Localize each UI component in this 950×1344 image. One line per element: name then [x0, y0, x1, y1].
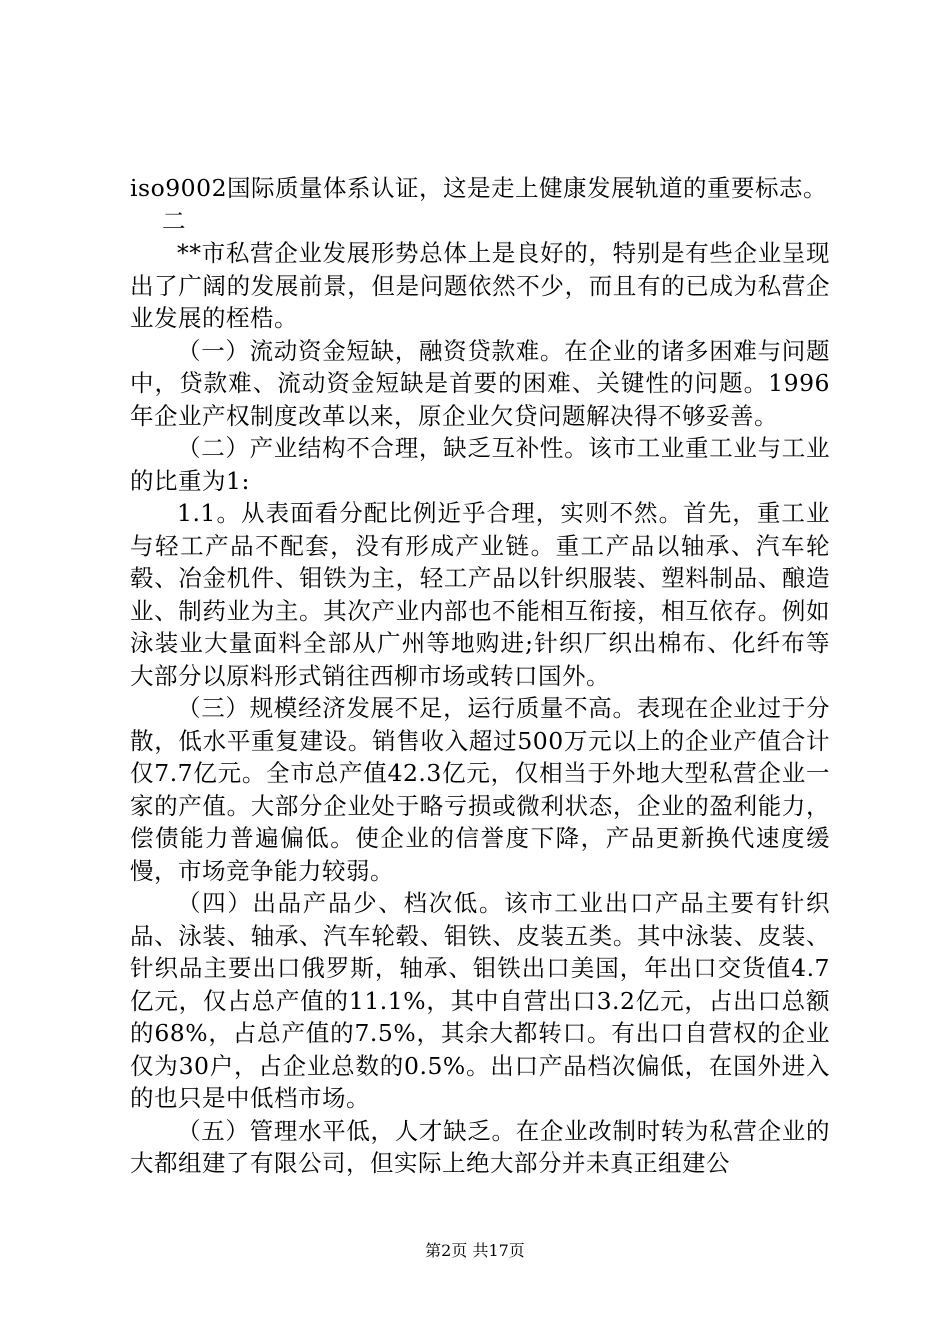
document-body	[130, 172, 830, 1180]
paragraph-continuation: iso9002国际质量体系认证，这是走上健康发展轨道的重要标志。	[130, 174, 828, 202]
paragraph-issue-5: （五）管理水平低，人才缺乏。在企业改制时转为私营企业的大都组建了有限公司，但实际上绝大部分并未真正组建公	[130, 1116, 830, 1177]
page-footer	[0, 1241, 950, 1261]
section-heading-two: 二	[162, 206, 186, 235]
page-number: 第2页 共17页	[425, 1241, 525, 1260]
paragraph-issue-2: （二）产业结构不合理，缺乏互补性。该市工业重工业与工业的比重为1:	[130, 434, 830, 495]
paragraph-issue-2-detail: 1.1。从表面看分配比例近乎合理，实则不然。首先，重工业与轻工产品不配套，没有形成产业链。重工产品以轴承、汽车轮毂、冶金机件、钼铁为主，轻工产品以针织服装、塑料制品、酿造业、制药业为主。其次产业内部也不能相互衔接，相互依存。例如泳装业大量面料全部从广州等地购进;针织厂织出棉布、化纤布等大部分以原料形式销往西柳市场或转口国外。	[130, 499, 830, 690]
paragraph-issue-3: （三）规模经济发展不足，运行质量不高。表现在企业过于分散，低水平重复建设。销售收入超过500万元以上的企业产值合计仅7.7亿元。全市总产值42.3亿元，仅相当于外地大型私营企业一家的产值。大部分企业处于略亏损或微利状态，企业的盈利能力，偿债能力普遍偏低。使企业的信誉度下降，产品更新换代速度缓慢，市场竞争能力较弱。	[130, 694, 830, 885]
paragraph-overview: **市私营企业发展形势总体上是良好的，特别是有些企业呈现出了广阔的发展前景，但是问题依然不少，而且有的已成为私营企业发展的桎梏。	[130, 239, 830, 332]
paragraph-issue-1: （一）流动资金短缺，融资贷款难。在企业的诸多困难与问题中，贷款难、流动资金短缺是首要的困难、关键性的问题。1996年企业产权制度改革以来，原企业欠贷问题解决得不够妥善。	[130, 336, 830, 430]
paragraph-issue-4: （四）出品产品少、档次低。该市工业出口产品主要有针织品、泳装、轴承、汽车轮毂、钼铁、皮装五类。其中泳装、皮装、针织品主要出口俄罗斯，轴承、钼铁出口美国，年出口交货值4.7亿元，仅占总产值的11.1%，其中自营出口3.2亿元，占出口总额的68%，占总产值的7.5%，其余大都转口。有出口自营权的企业仅为30户，占企业总数的0.5%。出口产品档次偏低，在国外进入的也只是中低档市场。	[130, 889, 830, 1112]
